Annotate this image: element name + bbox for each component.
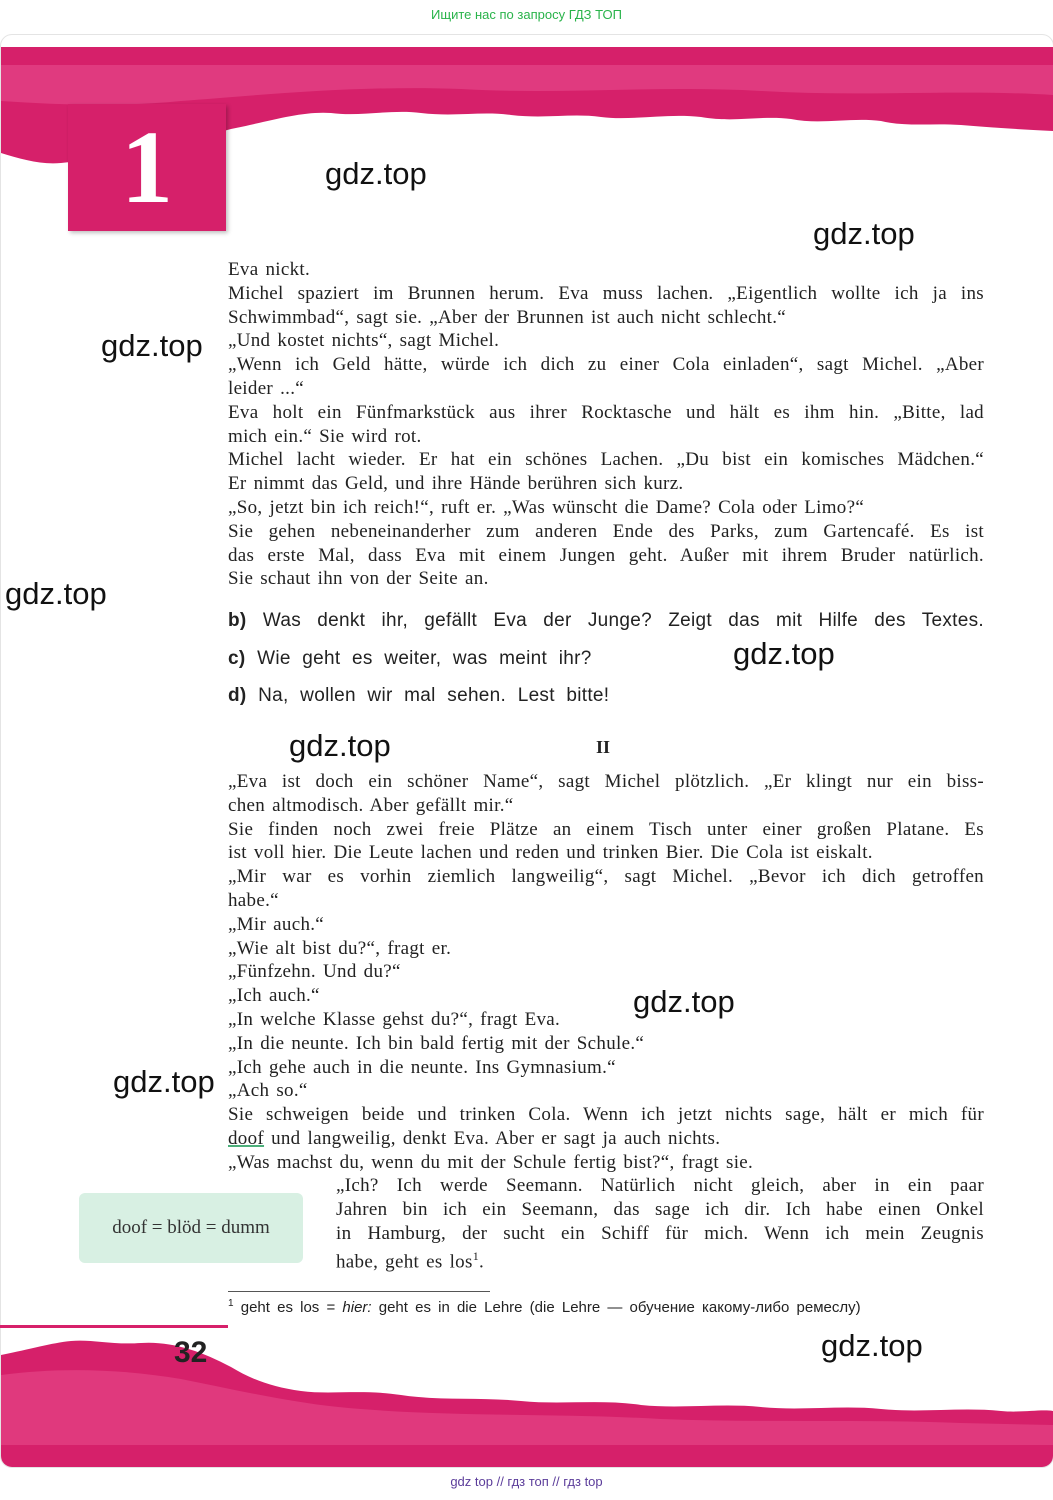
watermark: gdz.top <box>325 156 427 191</box>
text-line: Schwimmbad“, sagt sie. „Aber der Brunnen ist auch nicht schlecht.“ <box>228 306 787 328</box>
text-line: chen altmodisch. Aber gefällt mir.“ <box>228 794 514 816</box>
vocabulary-note-text: doof = blöd = dumm <box>112 1217 270 1238</box>
text-line: „Mir auch.“ <box>228 913 325 935</box>
question-label: c) <box>228 648 246 669</box>
text-line: leider ...“ <box>228 377 304 399</box>
text-line: ist voll hier. Die Leute lachen und reden und trinken Bier. Die Cola ist eiskalt. <box>228 842 873 864</box>
text-line-body: habe, geht es los <box>336 1251 473 1273</box>
text-line: habe.“ <box>228 889 279 911</box>
text-line: „Eva ist doch ein schöner Name“, sagt Michel plötzlich. „Er klingt nur ein biss- <box>228 771 984 792</box>
text-line <box>336 1245 984 1273</box>
vocab-underlined-word: doof <box>228 1127 265 1149</box>
text-line: „Ich auch.“ <box>228 985 320 1007</box>
question-label: b) <box>228 610 247 631</box>
footnote-number: 1 <box>228 1298 234 1309</box>
text-line-end: . <box>479 1251 485 1273</box>
watermark: gdz.top <box>289 728 391 763</box>
text-line: Sie schaut ihn von der Seite an. <box>228 568 489 590</box>
question-b <box>228 610 984 632</box>
text-line: „In die neunte. Ich bin bald fertig mit der Schule.“ <box>228 1032 645 1054</box>
text-line: „Wenn ich Geld hätte, würde ich dich zu einer Cola einladen“, sagt Michel. „Aber <box>228 354 984 376</box>
footnote-hier: hier: <box>342 1299 372 1316</box>
page-number: 32 <box>174 1336 208 1369</box>
text-line: „Und kostet nichts“, sagt Michel. <box>228 330 500 352</box>
text-line: „Wie alt bist du?“, fragt er. <box>228 937 452 959</box>
footnote-ref: 1 <box>472 1249 479 1264</box>
text-line: „Ich gehe auch in die neunte. Ins Gymnasium.“ <box>228 1056 616 1078</box>
watermark: gdz.top <box>633 984 735 1019</box>
bottom-links-caption: gdz top // гдз топ // гдз top <box>450 1474 603 1489</box>
watermark: gdz.top <box>5 576 107 611</box>
text-line: „Mir war es vorhin ziemlich langweilig“, sagt Michel. „Bevor ich dich getroffen <box>228 866 984 888</box>
text-line: mich ein.“ Sie wird rot. <box>228 425 422 447</box>
watermark: gdz.top <box>821 1328 923 1363</box>
story-text-part3 <box>336 1174 984 1273</box>
section-heading: II <box>596 737 611 757</box>
question-c <box>228 648 592 670</box>
footnote <box>228 1298 1028 1316</box>
chapter-number-box <box>68 104 226 231</box>
story-text-part2 <box>228 770 984 1175</box>
footnote-phrase: geht es los <box>240 1299 320 1316</box>
text-line: „Was machst du, wenn du mit der Schule fertig bist?“, fragt sie. <box>228 1151 754 1173</box>
question-text: Was denkt ihr, gefällt Eva der Junge? Zeigt das mit Hilfe des Textes. <box>262 610 984 631</box>
text-line: Eva holt ein Fünfmarkstück aus ihrer Rocktasche und hält es ihm hin. „Bitte, lad <box>228 401 984 423</box>
text-line: „Ach so.“ <box>228 1080 308 1102</box>
text-line: „In welche Klasse gehst du?“, fragt Eva. <box>228 1008 561 1030</box>
text-line: Michel spaziert im Brunnen herum. Eva muss lachen. „Eigentlich wollte ich ja ins <box>228 282 984 304</box>
question-text: Wie geht es weiter, was meint ihr? <box>257 648 592 669</box>
text-line: Sie schweigen beide und trinken Cola. Wenn ich jetzt nichts sage, hält er mich für <box>228 1104 984 1126</box>
text-line: „Ich? Ich werde Seemann. Natürlich nicht gleich, aber in ein paar <box>336 1175 984 1196</box>
search-hint-banner: Ищите нас по запросу ГДЗ ТОП <box>431 7 622 22</box>
text-line: Eva nickt. <box>228 259 311 280</box>
text-line: Sie gehen nebeneinanderher zum anderen Ende des Parks, zum Gartencafé. Es ist <box>228 520 984 542</box>
text-line: Jahren bin ich ein Seemann, das sage ich dir. Ich habe einen Onkel <box>336 1198 984 1220</box>
question-label: d) <box>228 685 247 706</box>
text-line-doof <box>228 1127 984 1151</box>
watermark: gdz.top <box>733 636 835 671</box>
text-line: „Fünfzehn. Und du?“ <box>228 961 401 983</box>
vocabulary-note <box>82 1196 300 1260</box>
text-line: Sie finden noch zwei freie Plätze an einem Tisch unter einer großen Platane. Es <box>228 818 984 840</box>
question-d <box>228 685 609 707</box>
question-text: Na, wollen wir mal sehen. Lest bitte! <box>258 685 610 706</box>
chapter-number: 1 <box>121 109 173 225</box>
watermark: gdz.top <box>101 328 203 363</box>
text-line: Michel lacht wieder. Er hat ein schönes Lachen. „Du bist ein komisches Mädchen.“ <box>228 449 984 471</box>
text-line: in Hamburg, der sucht ein Schiff für mich. Wenn ich mein Zeugnis <box>336 1222 984 1244</box>
story-text-part1 <box>228 258 984 591</box>
footnote-equals: = <box>319 1299 343 1316</box>
text-line: „So, jetzt bin ich reich!“, ruft er. „Was wünscht die Dame? Cola oder Limo?“ <box>228 496 865 518</box>
text-line: Er nimmt das Geld, und ihre Hände berühren sich kurz. <box>228 473 684 495</box>
footnote-text: geht es in die Lehre (die Lehre — обучение какому-либо ремеслу) <box>371 1299 861 1316</box>
watermark: gdz.top <box>813 216 915 251</box>
page-number-rule <box>0 1325 228 1328</box>
text-line: das erste Mal, dass Eva mit einem Jungen geht. Außer mit ihrem Bruder natürlich. <box>228 544 984 566</box>
text-line-rest: und langweilig, denkt Eva. Aber er sagt ja auch nichts. <box>264 1127 721 1149</box>
watermark: gdz.top <box>113 1064 215 1099</box>
footnote-divider <box>228 1291 490 1292</box>
